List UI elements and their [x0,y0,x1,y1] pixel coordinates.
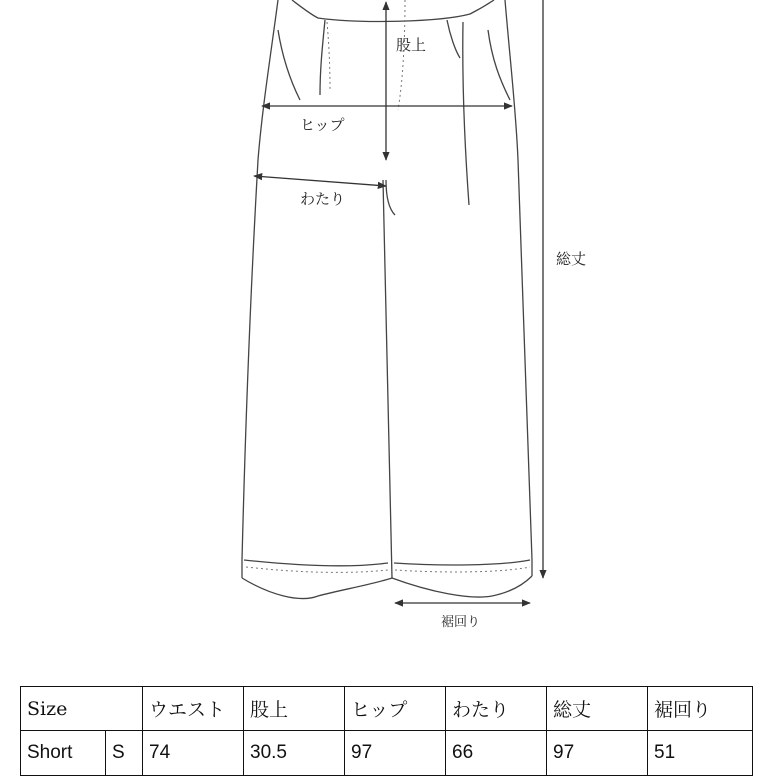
header-waist: ウエスト [143,687,244,731]
header-hip: ヒップ [345,687,446,731]
header-hem: 裾回り [648,687,753,731]
header-length: 総丈 [547,687,648,731]
cell-thigh: 66 [446,731,547,776]
table-header-row [21,687,753,731]
measurement-arrows [254,0,543,603]
size-cell [21,731,143,776]
hem-label: 裾回り [441,615,481,630]
length-label: 総丈 [556,250,587,268]
row-type: Short [27,742,73,763]
header-size: Size [21,687,143,731]
cell-rise: 30.5 [244,731,345,776]
table-row [21,731,753,776]
cell-waist: 74 [143,731,244,776]
hip-label: ヒップ [300,116,345,134]
size-table [20,686,753,776]
cell-length: 97 [547,731,648,776]
row-size: S [105,731,142,775]
cell-hip: 97 [345,731,446,776]
header-thigh: わたり [446,687,547,731]
rise-label: 股上 [396,36,427,54]
thigh-label: わたり [300,190,346,208]
thigh-arrow [254,176,386,186]
pants-outline [242,0,532,599]
cell-hem: 51 [648,731,753,776]
header-rise: 股上 [244,687,345,731]
stitch-lines [246,0,530,572]
